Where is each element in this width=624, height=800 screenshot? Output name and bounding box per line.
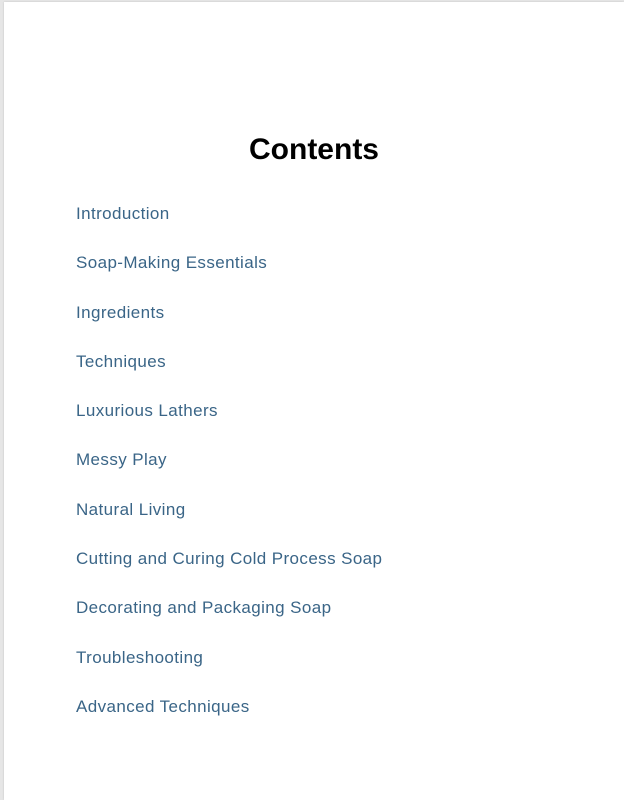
toc-link-troubleshooting[interactable]: Troubleshooting <box>76 647 204 667</box>
toc-entry-natural-living <box>76 498 382 547</box>
toc-entry-cutting-and-curing <box>76 547 382 596</box>
toc-link-soap-making-essentials[interactable]: Soap-Making Essentials <box>76 253 268 273</box>
toc-link-techniques[interactable]: Techniques <box>76 351 167 371</box>
toc-entry-luxurious-lathers <box>76 399 382 448</box>
toc-link-decorating-and-packaging[interactable]: Decorating and Packaging Soap <box>76 598 332 618</box>
document-page <box>4 2 624 800</box>
toc-entry-messy-play <box>76 448 382 497</box>
toc-entry-decorating-and-packaging <box>76 596 382 645</box>
page-title: Contents <box>249 133 379 166</box>
toc-link-introduction[interactable]: Introduction <box>76 204 170 223</box>
toc-entry-advanced-techniques <box>76 695 382 744</box>
toc-entry-soap-making-essentials <box>76 251 382 300</box>
toc-entry-troubleshooting <box>76 646 382 695</box>
toc-link-advanced-techniques[interactable]: Advanced Techniques <box>76 696 250 716</box>
toc-link-natural-living[interactable]: Natural Living <box>76 499 186 519</box>
toc-link-messy-play[interactable]: Messy Play <box>76 450 167 470</box>
toc-link-luxurious-lathers[interactable]: Luxurious Lathers <box>76 401 218 421</box>
toc-entry-introduction <box>76 202 382 251</box>
toc-entry-techniques <box>76 350 382 399</box>
toc-link-cutting-and-curing[interactable]: Cutting and Curing Cold Process Soap <box>76 549 383 569</box>
toc-entry-ingredients <box>76 301 382 350</box>
toc-link-ingredients[interactable]: Ingredients <box>76 302 165 322</box>
toc-list <box>76 202 382 744</box>
